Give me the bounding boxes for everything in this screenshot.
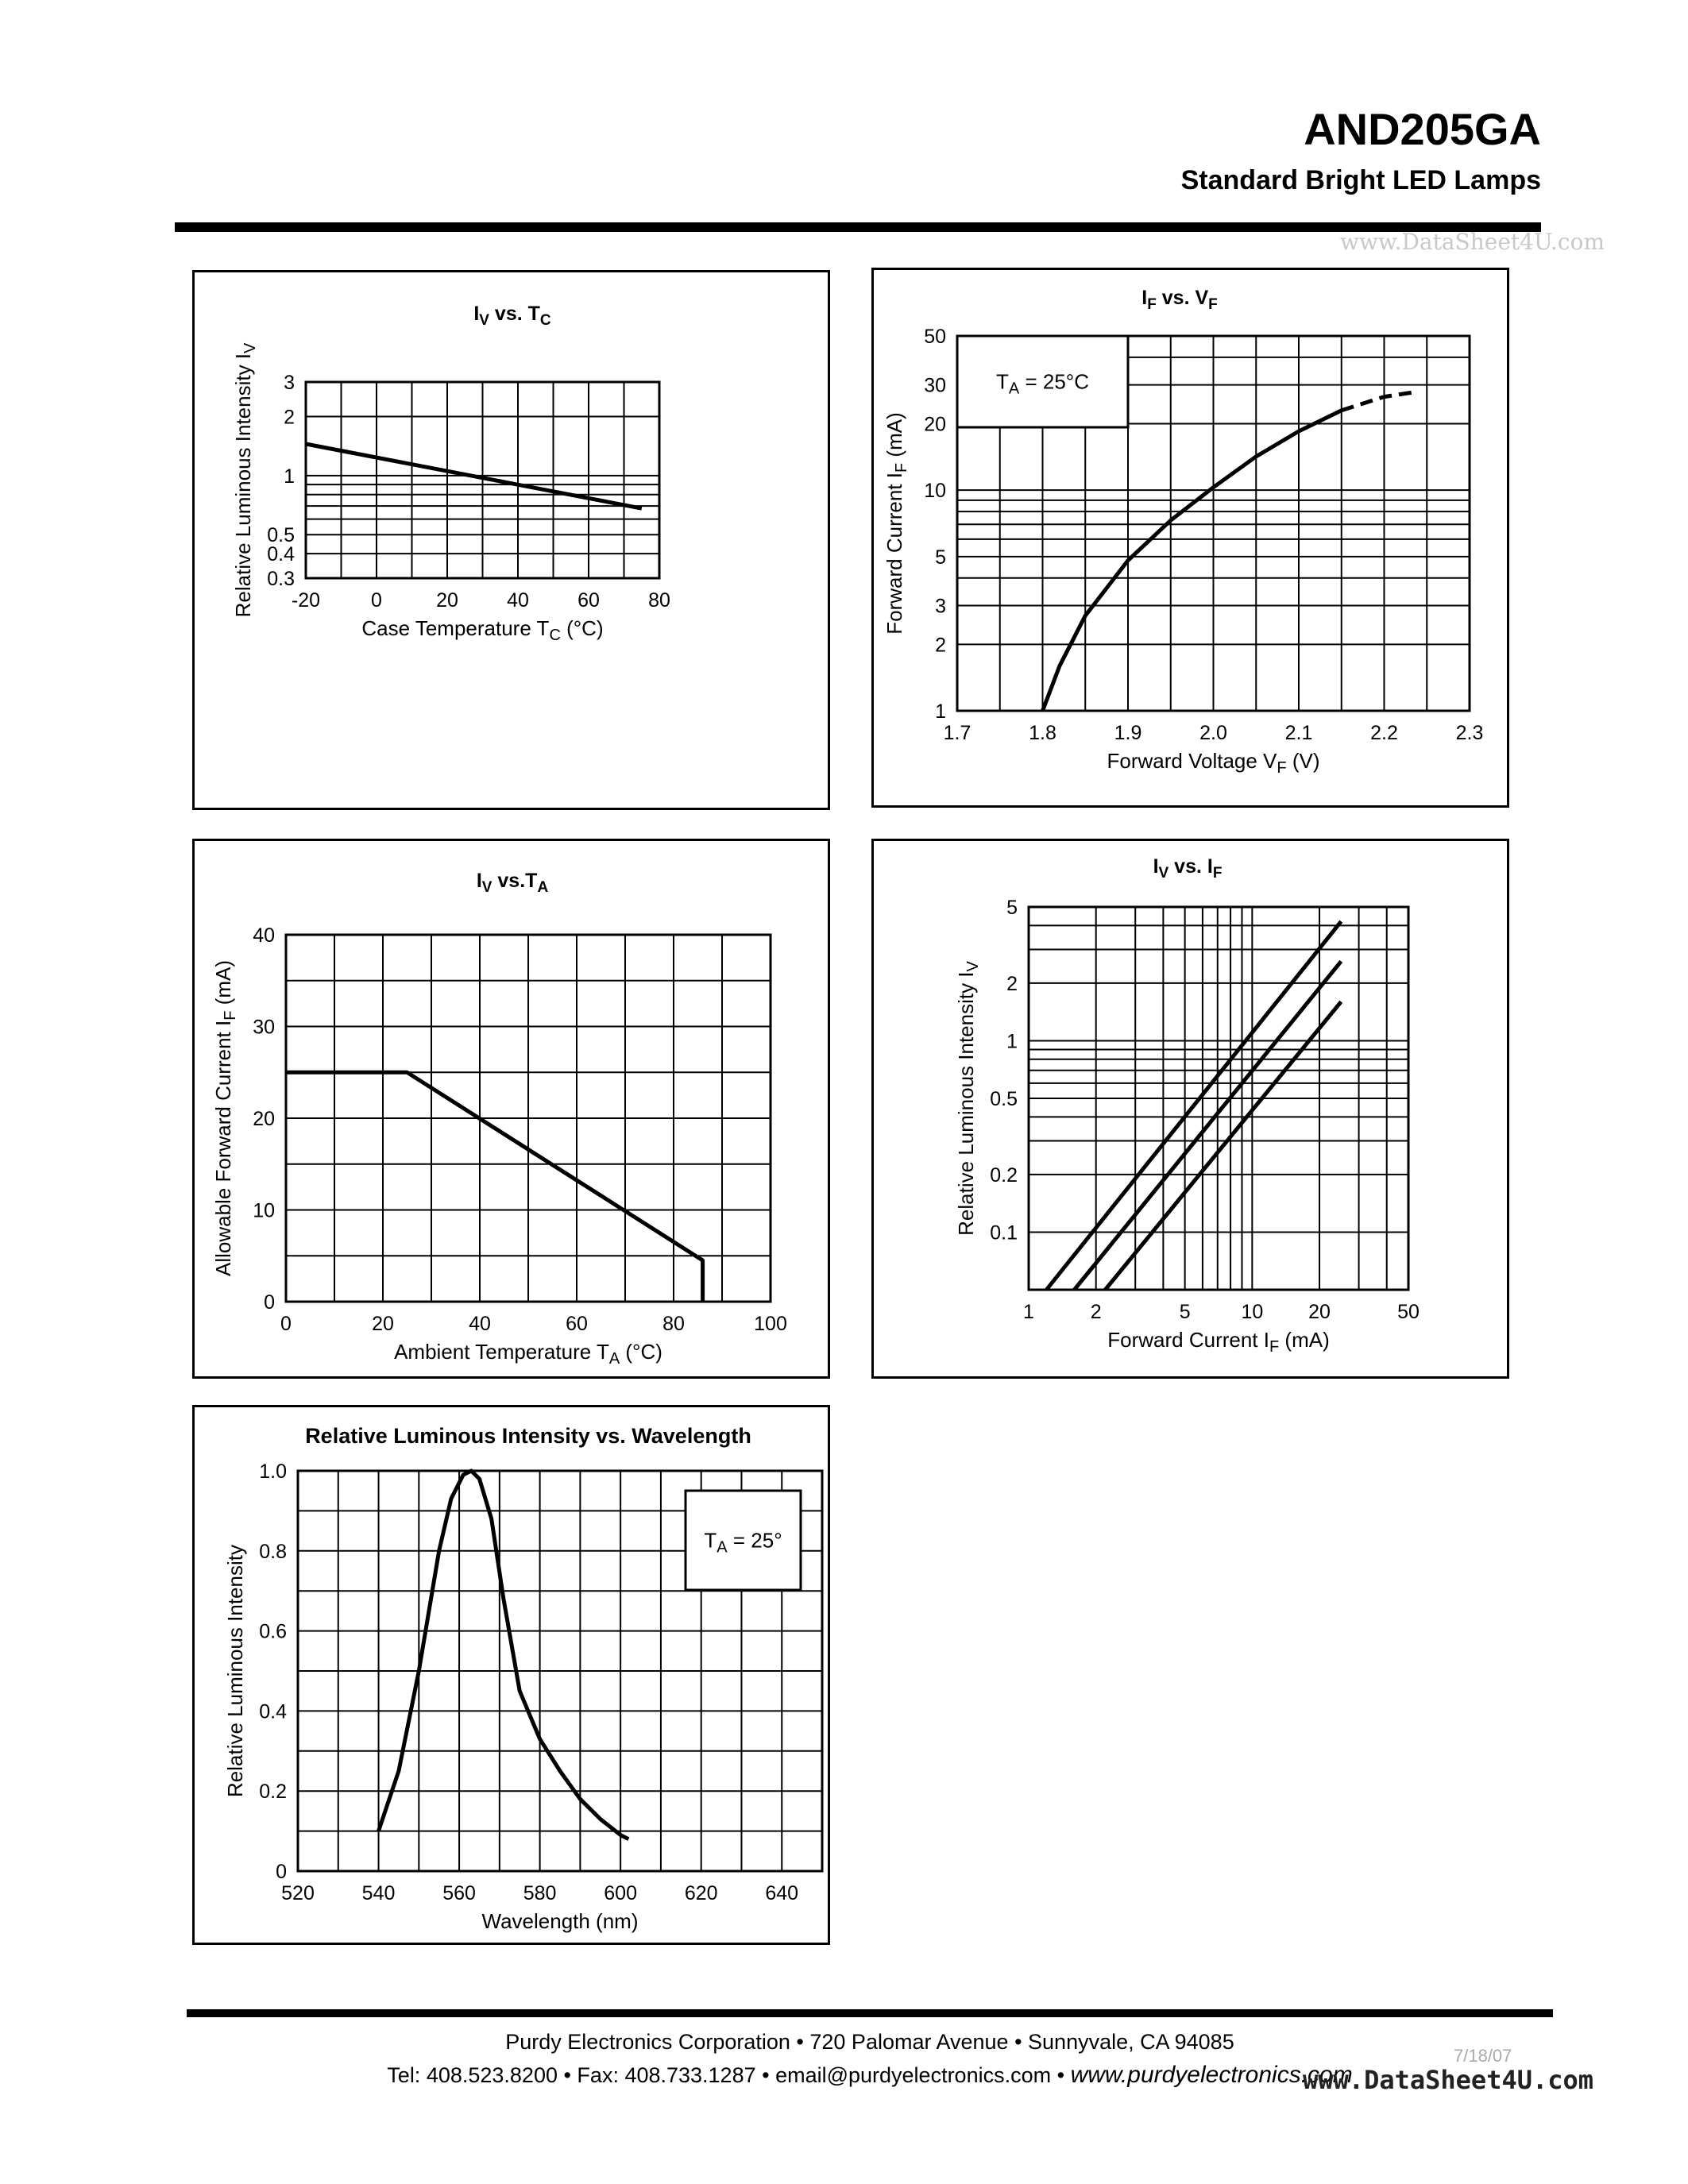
- y-tick-label: 3: [284, 372, 295, 394]
- x-axis-label: Forward Current $I_F$ (mA): [1107, 1328, 1330, 1356]
- y-tick-label: 30: [924, 374, 946, 397]
- y-tick-label: 0.8: [259, 1540, 287, 1563]
- x-tick-label: 580: [523, 1882, 557, 1904]
- y-tick-label: 0.5: [267, 524, 295, 547]
- x-tick-label: 1: [1023, 1301, 1034, 1323]
- x-tick-label: -20: [291, 589, 321, 612]
- y-tick-label: 0.5: [990, 1088, 1018, 1110]
- x-axis-label: Wavelength (nm): [481, 1909, 639, 1933]
- y-tick-label: 0.2: [990, 1163, 1018, 1187]
- y-axis-label: Relative Luminous Intensity $I_V$: [954, 961, 982, 1236]
- chart-title: $I_V$ vs. $T_C$: [473, 303, 551, 329]
- x-tick-label: 640: [765, 1882, 799, 1904]
- chart-panel-iv-vs-tc: [192, 270, 830, 810]
- y-tick-label: 1: [935, 700, 946, 723]
- y-tick-label: 5: [935, 546, 946, 569]
- y-axis-label: Relative Luminous Intensity $I_V$: [231, 342, 259, 618]
- chart-svg: [195, 272, 828, 808]
- x-tick-label: 60: [566, 1313, 588, 1335]
- x-tick-label: 20: [1308, 1301, 1331, 1323]
- x-tick-label: 2.2: [1370, 722, 1398, 744]
- chart-title: Relative Luminous Intensity vs. Wavelength: [305, 1424, 751, 1448]
- x-tick-label: 10: [1241, 1301, 1264, 1323]
- y-axis-label: Forward Current $I_F$ (mA): [883, 412, 910, 635]
- chart-title: $I_F$ vs. $V_F$: [1141, 287, 1218, 313]
- annotation-text: $T_A = 25^\circ C$: [996, 369, 1089, 398]
- x-axis-label: Ambient Temperature $T_A$ (°C): [394, 1340, 662, 1368]
- y-tick-label: 0: [264, 1291, 275, 1314]
- y-tick-label: 10: [253, 1199, 275, 1222]
- x-tick-label: 540: [361, 1882, 396, 1904]
- x-tick-label: 560: [442, 1882, 476, 1904]
- y-tick-label: 2: [935, 634, 946, 657]
- series-line-1: [1046, 921, 1341, 1290]
- part-number: AND205GA: [1304, 104, 1541, 154]
- chart-title: $I_V$ vs. $I_F$: [1153, 855, 1223, 882]
- watermark-top: www.DataSheet4U.com: [1339, 229, 1605, 255]
- chart-panel-iv-vs-if: [871, 839, 1509, 1379]
- grid: [286, 935, 771, 1302]
- y-axis-label: Allowable Forward Current $I_F$ (mA): [211, 960, 239, 1276]
- x-tick-label: 520: [281, 1882, 315, 1904]
- series-line-1: [1043, 411, 1342, 711]
- chart-panel-if-vs-vf: [871, 268, 1509, 808]
- x-tick-label: 2: [1090, 1301, 1102, 1323]
- y-tick-label: 0.6: [259, 1620, 287, 1643]
- y-tick-label: 2: [1006, 972, 1018, 995]
- chart-svg: [874, 270, 1507, 805]
- x-axis-label: Case Temperature $T_C$ (°C): [361, 616, 604, 644]
- x-tick-label: 0: [371, 589, 382, 612]
- x-tick-label: 20: [436, 589, 458, 612]
- bottom-divider: [187, 2009, 1553, 2017]
- y-axis-label: Relative Luminous Intensity: [223, 1545, 247, 1797]
- x-tick-label: 620: [684, 1882, 718, 1904]
- footer-date: 7/18/07: [1454, 2046, 1512, 2066]
- x-tick-label: 20: [372, 1313, 394, 1335]
- x-tick-label: 0: [280, 1313, 292, 1335]
- y-tick-label: 50: [924, 326, 946, 348]
- series-line-2: [1074, 961, 1341, 1290]
- x-tick-label: 1.7: [943, 722, 971, 744]
- y-tick-label: 2: [284, 406, 295, 429]
- chart-panel-iv-vs-ta: [192, 839, 830, 1379]
- series-line-1: [286, 1072, 703, 1302]
- x-tick-label: 2.3: [1455, 722, 1484, 744]
- x-tick-label: 1.8: [1029, 722, 1056, 744]
- y-tick-label: 0.2: [259, 1781, 287, 1804]
- footer-website-link[interactable]: www.purdyelectronics.com: [1070, 2062, 1353, 2088]
- y-tick-label: 30: [253, 1016, 275, 1039]
- y-tick-label: 0: [276, 1861, 287, 1883]
- y-tick-label: 1: [1006, 1030, 1018, 1053]
- series-line-3: [1105, 1001, 1341, 1290]
- y-tick-label: 3: [935, 595, 946, 618]
- x-tick-label: 50: [1397, 1301, 1420, 1323]
- y-tick-label: 20: [924, 413, 946, 436]
- x-tick-label: 80: [648, 589, 670, 612]
- y-tick-label: 40: [253, 924, 275, 947]
- chart-svg: [195, 841, 828, 1376]
- footer-contact-text: Tel: 408.523.8200 • Fax: 408.733.1287 • email@purdyelectronics.com •: [387, 2063, 1065, 2087]
- x-tick-label: 100: [754, 1313, 787, 1335]
- x-tick-label: 2.0: [1199, 722, 1227, 744]
- y-tick-label: 0.4: [259, 1700, 287, 1723]
- grid: [306, 382, 659, 578]
- x-tick-label: 1.9: [1114, 722, 1142, 744]
- y-tick-label: 20: [253, 1108, 275, 1130]
- page-subtitle: Standard Bright LED Lamps: [1180, 165, 1541, 195]
- chart-svg: [195, 1407, 828, 1943]
- y-tick-label: 0.4: [267, 543, 295, 566]
- x-tick-label: 600: [604, 1882, 638, 1904]
- x-tick-label: 80: [662, 1313, 685, 1335]
- y-tick-label: 1.0: [259, 1461, 287, 1483]
- chart-svg: [874, 841, 1507, 1376]
- y-tick-label: 0.1: [990, 1221, 1018, 1244]
- y-tick-label: 10: [924, 480, 946, 503]
- x-tick-label: 5: [1179, 1301, 1191, 1323]
- annotation-text: $T_A = 25^\circ$: [704, 1528, 782, 1557]
- chart-title: $I_V$ $vs.T_A$: [476, 870, 549, 896]
- grid: [1029, 907, 1408, 1290]
- x-tick-label: 60: [577, 589, 600, 612]
- x-tick-label: 40: [469, 1313, 491, 1335]
- x-axis-label: Forward Voltage $V_F$ (V): [1107, 749, 1320, 777]
- x-tick-label: 40: [507, 589, 529, 612]
- y-tick-label: 0.3: [267, 568, 295, 590]
- footer-address: Purdy Electronics Corporation • 720 Palomar Avenue • Sunnyvale, CA 94085: [505, 2030, 1234, 2054]
- chart-panel-iv-vs-wavelength: [192, 1405, 830, 1945]
- watermark-bottom: www.DataSheet4U.com: [1303, 2065, 1594, 2095]
- y-tick-label: 1: [284, 465, 295, 488]
- x-tick-label: 2.1: [1284, 722, 1313, 744]
- series-line-2: [1342, 392, 1419, 411]
- y-tick-label: 5: [1006, 897, 1018, 919]
- series-line-1: [379, 1471, 629, 1839]
